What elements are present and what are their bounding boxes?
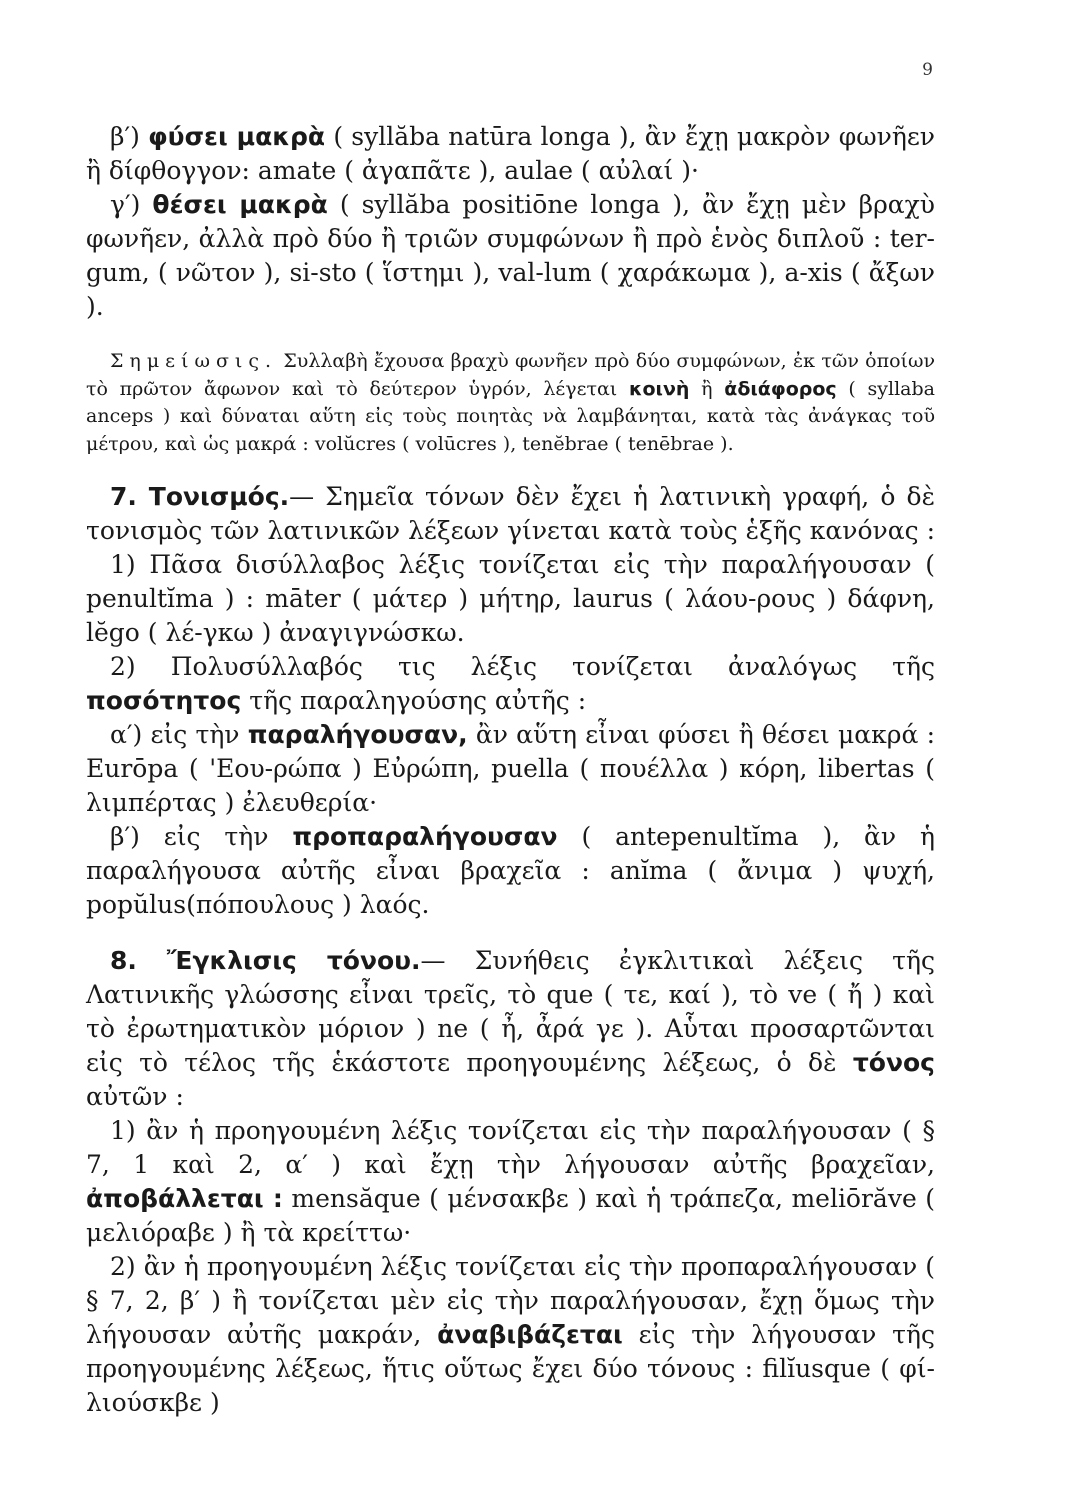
text: mensăque ( μένσακβε ) καὶ ἡ τράπεζα, meliōrăve ( μελιόραβε ) ἢ τὰ κρείττω· xyxy=(86,1184,936,1247)
bold-term: τόνος xyxy=(852,1048,935,1077)
note-paragraph xyxy=(86,348,935,458)
note-label: Σημείωσις. xyxy=(110,350,278,372)
rule-2-alpha xyxy=(86,718,935,820)
text: — Σημεῖα τόνων δὲν ἔχει ἡ λατινικὴ γραφή, ὁ δὲ τονισμὸς τῶν λατινικῶν λέξεων γίνεται κατὰ τοὺς ἑξῆς κανόνας : xyxy=(86,482,936,545)
section-8-enklisis xyxy=(86,944,935,1114)
text: 2) Πολυσύλλαβός τις λέξις τονίζεται ἀναλόγως τῆς xyxy=(110,652,935,681)
bold-term: ποσότητος xyxy=(86,686,242,715)
bold-term: κοινὴ xyxy=(629,377,690,400)
rule-2-polysyllabic xyxy=(86,650,935,718)
paragraph-gamma-thesei xyxy=(86,188,935,324)
section-heading: 8. Ἔγκλισις τόνου. xyxy=(110,946,421,975)
enclitic-rule-2 xyxy=(86,1250,935,1420)
bold-term: θέσει μακρὰ xyxy=(152,190,328,219)
text: ἢ xyxy=(689,377,725,400)
section-7-tonismos xyxy=(86,480,935,548)
text: 1) ἂν ἡ προηγουμένη λέξις τονίζεται εἰς τὴν παραλήγουσαν ( § 7, 1 καὶ 2, α′ ) καὶ ἔχῃ τὴν λήγουσαν αὐτῆς βραχεῖαν, xyxy=(86,1116,935,1179)
text: τῆς παραληγούσης αὐτῆς : xyxy=(241,686,587,715)
text: β′) xyxy=(110,122,149,151)
bold-term: προπαραλήγουσαν xyxy=(292,822,558,851)
paragraph-beta-physei xyxy=(86,120,935,188)
text: Συλλαβὴ ἔχουσα βραχὺ φωνῆεν πρὸ δύο συμφώνων, ἐκ τῶν ὁποίων τὸ πρῶτον ἄφωνον καὶ τὸ δεύτερον ὑγρόν, λέγεται xyxy=(86,350,935,400)
bold-term: φύσει μακρὰ xyxy=(148,122,326,151)
text: β′) εἰς τὴν xyxy=(110,822,293,851)
bold-term: ἀποβάλλεται : xyxy=(86,1184,283,1213)
text: ( syllăba natūra longa ), ἂν ἔχῃ μακρὸν φωνῆεν ἢ δίφθογγον: amate ( ἀγαπᾶτε ), aulae ( αὐλαί )· xyxy=(86,122,935,185)
page-number: 9 xyxy=(922,60,933,80)
bold-term: ἀδιάφορος xyxy=(724,377,837,400)
section-heading: 7. Τονισμός. xyxy=(110,482,290,511)
enclitic-rule-1 xyxy=(86,1114,935,1250)
text: α′) εἰς τὴν xyxy=(110,720,248,749)
text: ( syllăba positiōne longa ), ἂν ἔχῃ μὲν βραχὺ φωνῆεν, ἀλλὰ πρὸ δύο ἢ τριῶν συμφώνων ἢ πρὸ ἑνὸς διπλοῦ : ter-gum, ( νῶτον ), si-sto ( ἵστημι ), val-lum ( χαράκωμα ), a-xis ( ἄξων ). xyxy=(86,190,935,321)
text: γ′) xyxy=(110,190,153,219)
text: — Συνήθεις ἐγκλιτικαὶ λέξεις τῆς Λατινικῆς γλώσσης εἶναι τρεῖς, τὸ que ( τε, καί ), τὸ ve ( ἤ ) καὶ τὸ ἐρωτηματικὸν μόριον ) ne ( ἦ, ἆρά γε ). Αὗται προσαρτῶνται εἰς τὸ τέλος τῆς ἑκάστοτε προηγουμένης λέξεως, ὁ δὲ xyxy=(86,946,935,1077)
text: αὐτῶν : xyxy=(86,1082,184,1111)
rule-1-disyllabic xyxy=(86,548,935,650)
text: 2) ἂν ἡ προηγουμένη λέξις τονίζεται εἰς τὴν προπαραλήγουσαν ( § 7, 2, β′ ) ἢ τονίζεται μὲν εἰς τὴν παραλήγουσαν, ἔχῃ ὅμως τὴν λήγουσαν αὐτῆς μακράν, xyxy=(86,1252,935,1349)
text: ( syllaba anceps ) καὶ δύναται αὕτη εἰς τοὺς ποιητὰς νὰ λαμβάνηται, κατὰ τὰς ἀνάγκας τοῦ μέτρου, καὶ ὡς μακρά : volŭcres ( volūcres ), tenĕbrae ( tenēbrae ). xyxy=(86,377,936,455)
text: εἰς τὴν λήγουσαν τῆς προηγουμένης λέξεως, ἥτις οὕτως ἔχει δύο τόνους : filĭusque ( φί-λιούσκβε ) xyxy=(86,1320,935,1417)
bold-term: παραλήγουσαν, xyxy=(247,720,468,749)
bold-term: ἀναβιβάζεται xyxy=(437,1320,623,1349)
text: ( antepenultĭma ), ἂν ἡ παραλήγουσα αὐτῆς εἶναι βραχεῖα : anĭma ( ἄνιμα ) ψυχή, popŭlus(πόπουλους ) λαός. xyxy=(86,822,935,919)
rule-2-beta xyxy=(86,820,935,922)
text: 1) Πᾶσα δισύλλαβος λέξις τονίζεται εἰς τὴν παραλήγουσαν ( penultĭma ) : māter ( μάτερ ) μήτηρ, laurus ( λάου-ρους ) δάφνη, lĕgo ( λέ-γκω ) ἀναγιγνώσκω. xyxy=(86,550,935,647)
text: ἂν αὕτη εἶναι φύσει ἢ θέσει μακρά : Eurōpa ( 'Εου-ρώπα ) Εὐρώπη, puella ( πουέλλα ) κόρη, libertas ( λιμπέρτας ) ἐλευθερία· xyxy=(86,720,935,817)
